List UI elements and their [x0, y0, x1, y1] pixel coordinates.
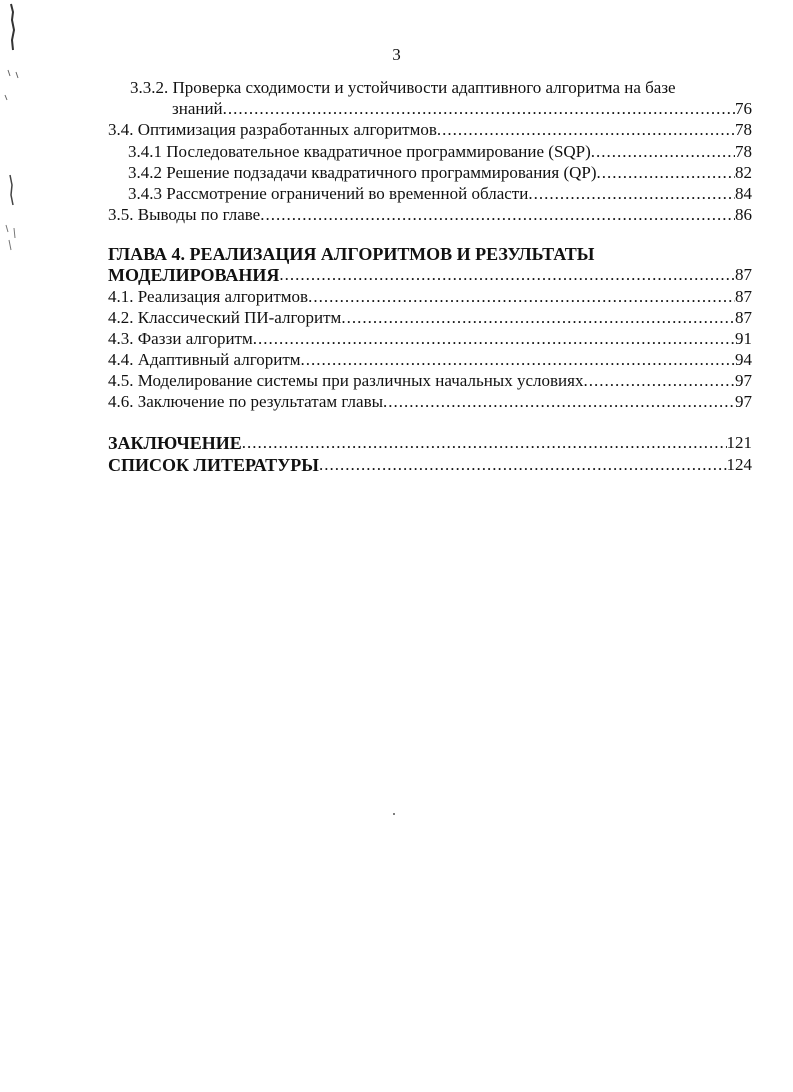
- toc-item-label: 4.3. Фаззи алгоритм: [108, 329, 253, 348]
- toc-item-label: 4.2. Классический ПИ-алгоритм: [108, 308, 342, 327]
- leader-dots: [437, 120, 735, 140]
- page-number: 3: [392, 45, 401, 64]
- leader-dots: [260, 205, 735, 225]
- toc-item-4-2: [108, 308, 752, 328]
- leader-dots: [597, 163, 735, 183]
- toc-item-label: 3.4.3 Рассмотрение ограничений во временной области: [128, 184, 529, 203]
- leader-dots: [301, 350, 735, 370]
- toc-page-ref: 82: [735, 163, 752, 182]
- stray-mark: [393, 813, 395, 815]
- leader-dots: [528, 184, 735, 204]
- toc-page-ref: 94: [735, 350, 752, 369]
- toc-item-3-3-2-title: 3.3.2. Проверка сходимости и устойчивости адаптивного алгоритма на базе: [130, 78, 676, 97]
- leader-dots: [583, 371, 735, 391]
- toc-page-ref: 86: [735, 205, 752, 224]
- leader-dots: [279, 265, 735, 285]
- toc-item-label: МОДЕЛИРОВАНИЯ: [108, 265, 280, 285]
- scan-edge-marks: [0, 0, 40, 260]
- toc-item-3-4-3: [128, 184, 752, 204]
- toc-item-label: 3.4.1 Последовательное квадратичное программирование (SQP): [128, 142, 591, 161]
- toc-item-3-4-2: [128, 163, 752, 183]
- toc-page-ref: 87: [735, 308, 752, 327]
- toc-conclusion: [108, 433, 752, 453]
- toc-page-ref: 97: [735, 371, 752, 390]
- leader-dots: [223, 99, 735, 119]
- chapter-4-entry: [108, 265, 752, 285]
- toc-item-4-4: [108, 350, 752, 370]
- chapter-4-heading: ГЛАВА 4. РЕАЛИЗАЦИЯ АЛГОРИТМОВ И РЕЗУЛЬТАТЫ: [108, 244, 595, 264]
- toc-item-3-3-2: [172, 99, 752, 119]
- toc-page-ref: 97: [735, 392, 752, 411]
- toc-page-ref: 124: [726, 455, 752, 474]
- leader-dots: [242, 433, 727, 453]
- leader-dots: [308, 287, 735, 307]
- toc-item-label: 4.6. Заключение по результатам главы: [108, 392, 384, 411]
- toc-item-label: знаний: [172, 99, 223, 118]
- toc-page-ref: 78: [735, 120, 752, 139]
- toc-references: [108, 455, 752, 475]
- toc-item-label: 4.5. Моделирование системы при различных начальных условиях: [108, 371, 584, 390]
- toc-item-4-5: [108, 371, 752, 391]
- toc-item-4-1: [108, 287, 752, 307]
- toc-page-ref: 87: [735, 265, 752, 284]
- toc-item-3-5: [108, 205, 752, 225]
- toc-page-ref: 76: [735, 99, 752, 118]
- toc-item-label: СПИСОК ЛИТЕРАТУРЫ: [108, 455, 319, 475]
- toc-item-3-4: [108, 120, 752, 140]
- toc-item-label: 3.4.2 Решение подзадачи квадратичного программирования (QP): [128, 163, 597, 182]
- toc-item-3-4-1: [128, 142, 752, 162]
- toc-item-label: 3.5. Выводы по главе: [108, 205, 261, 224]
- toc-page-ref: 84: [735, 184, 752, 203]
- leader-dots: [319, 455, 727, 475]
- toc-item-label: 3.4. Оптимизация разработанных алгоритмов: [108, 120, 437, 139]
- toc-item-label: ЗАКЛЮЧЕНИЕ: [108, 433, 242, 453]
- toc-item-4-6: [108, 392, 752, 412]
- toc-item-label: 4.1. Реализация алгоритмов: [108, 287, 309, 306]
- toc-page-ref: 87: [735, 287, 752, 306]
- toc-item-4-3: [108, 329, 752, 349]
- toc-page-ref: 121: [726, 433, 752, 452]
- leader-dots: [253, 329, 735, 349]
- leader-dots: [591, 142, 735, 162]
- leader-dots: [383, 392, 735, 412]
- toc-item-label: 4.4. Адаптивный алгоритм: [108, 350, 301, 369]
- leader-dots: [341, 308, 735, 328]
- toc-page-ref: 91: [735, 329, 752, 348]
- toc-page-ref: 78: [735, 142, 752, 161]
